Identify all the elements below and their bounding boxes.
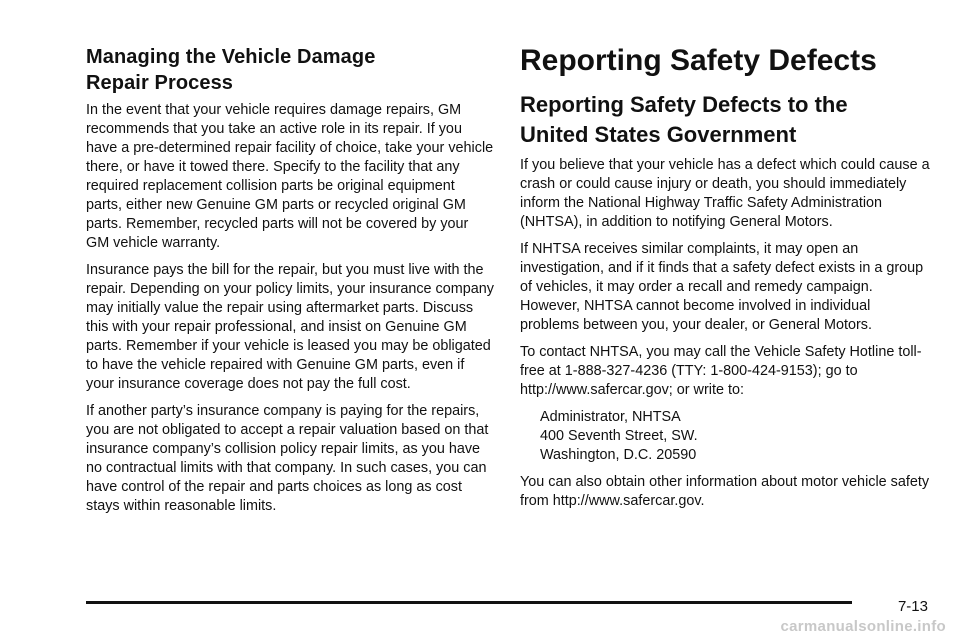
paragraph-other-party: If another party’s insurance company is paying for the repairs, you are not obligated to accept a repair valuation based on that insurance company’s collision policy repair limits, as you have no contractual limits with that company. In such cases, you can have control of the repair and parts choices as long as cost stays within reasonable limits. [86, 403, 489, 514]
nhtsa-address: Administrator, NHTSA 400 Seventh Street, SW. Washington, D.C. 20590 [540, 409, 698, 463]
watermark: carmanualsonline.info [780, 618, 946, 635]
section-heading-us-government [520, 90, 932, 150]
paragraph-more-info: You can also obtain other information about motor vehicle safety from http://www.safercar.gov. [520, 474, 930, 509]
paragraph-report-defect: If you believe that your vehicle has a defect which could cause a crash or could cause injury or death, you should immediately inform the National Highway Traffic Safety Administration (NHTSA), in addition to notifying General Motors. [520, 157, 930, 230]
left-column [86, 44, 494, 524]
subheading-line-2: United States Government [520, 122, 797, 147]
paragraph-insurance: Insurance pays the bill for the repair, but you must live with the repair. Depending on your policy limits, your insurance company may initially value the repair using aftermarket parts. Discuss this with your repair professional, and insist on Genuine GM parts. Remember if your vehicle is leased you may be obligated to have the vehicle repaired with Genuine GM parts, even if your insurance coverage does not pay the full cost. [86, 262, 494, 392]
section-heading-damage-repair [86, 44, 494, 96]
page-number: 7-13 [897, 598, 928, 615]
paragraph-damage-repairs: In the event that your vehicle requires damage repairs, GM recommends that you take an active role in its repair. If you have a pre-determined repair facility of choice, take your vehicle there, or have it towed there. Specify to the facility that any required replacement collision parts be original equipment parts, either new Genuine GM parts or recycled original GM parts. Remember, recycled parts will not be covered by your GM vehicle warranty. [86, 102, 494, 251]
paragraph-nhtsa-investigation: If NHTSA receives similar complaints, it may open an investigation, and if it finds that a safety defect exists in a group of vehicles, it may order a recall and remedy campaign. However, NHTSA cannot become involved in individual problems between you, your dealer, or General Motors. [520, 241, 924, 333]
page-title: Reporting Safety Defects [520, 44, 877, 77]
subheading-line-1: Reporting Safety Defects to the [520, 92, 848, 117]
heading-line-1: Managing the Vehicle Damage [86, 46, 376, 68]
heading-line-2: Repair Process [86, 72, 234, 94]
right-column [520, 44, 932, 519]
footer-rule [86, 601, 852, 604]
paragraph-contact-nhtsa: To contact NHTSA, you may call the Vehicle Safety Hotline toll-free at 1-888-327-4236 (TTY: 1-800-424-9153); go to http://www.safercar.gov; or write to: [520, 344, 922, 398]
